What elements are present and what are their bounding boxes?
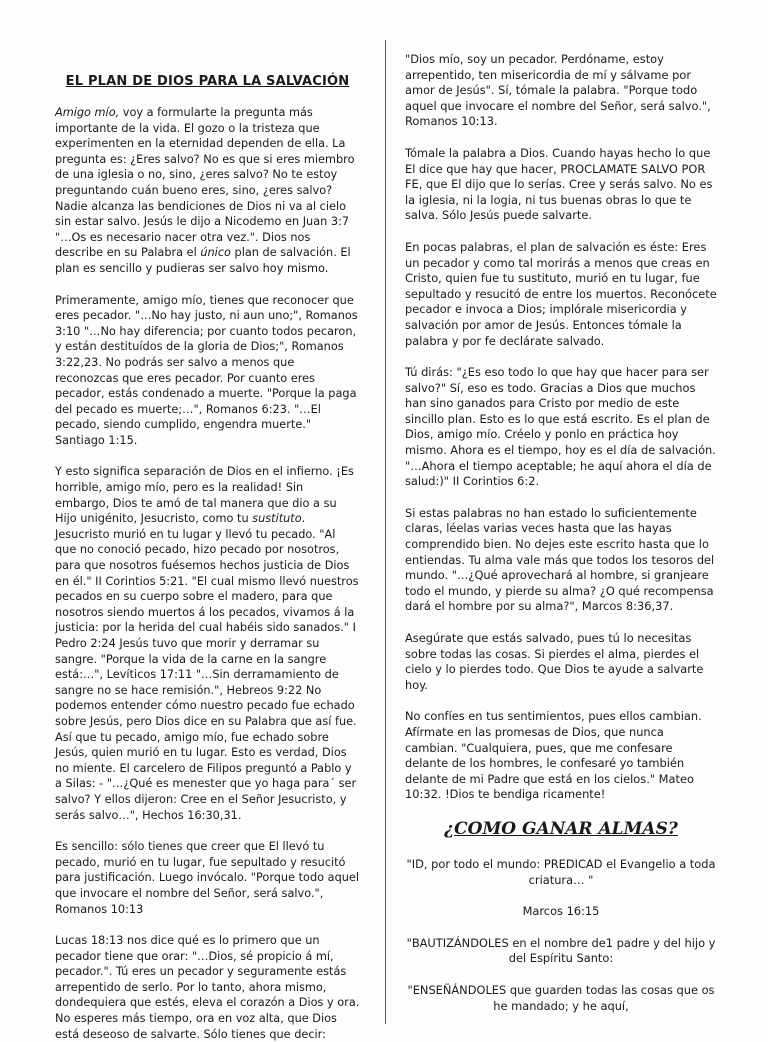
intro-text-a: voy a formularte la pregunta más importante de la vida. El gozo o la tristeza que experimenten en la eternidad dependen de ella. La pregunta es: ¿Eres salvo? No es que si eres miembro de una iglesia o no, sino, ¿eres salvo? No te estoy preguntando cuán bueno eres, sino, ¿eres salvo? Nadie alcanza las bendiciones de Dios ni va al cielo sin estar salvo. Jesús le dijo a Nicodemo en Juan 3:7 "…Os es necesario nacer otra vez.". Dios nos describe en su Palabra el	[55, 106, 355, 260]
quote-reference: Marcos 16:15	[522, 904, 600, 919]
paragraph-no-confies: No confíes en tus sentimientos, pues ellos cambian. Afírmate en las promesas de Dios, que nunca cambian. "Cualquiera, pues, que me confesare delante de los hombres, le confesaré yo también delante de mi Padre que está en los cielos." Mateo 10:32. !Dios te bendiga ricamente!	[405, 709, 702, 802]
right-column	[405, 0, 717, 1024]
paragraph-separacion	[55, 464, 360, 823]
paragraph-sencillo: Es sencillo: sólo tienes que creer que El llevó tu pecado, murió en tu lugar, fue sepultado y resucitó para justificación. Luego invócalo. "Porque todo aquel que invocare el nombre del Señor, será salvo.", Romanos 10:13	[55, 840, 359, 916]
paragraph-lucas: Lucas 18:13 nos dice qué es lo primero que un pecador tiene que orar: "…Dios, sé propicio á mí, pecador.". Tú eres un pecador y seguramente estás arrepentido de serlo. Por lo tanto, ahora mismo, dondequiera que estés, eleva el corazón a Dios y ora. No esperes más tiempo, ora en voz alta, que Dios está deseoso de salvarte. Sólo tienes que decir:	[55, 934, 360, 1041]
quote-id: "ID, por todo el mundo: PREDICAD el Evangelio a toda criatura… "	[406, 856, 716, 887]
intro-emphasis: Amigo mío,	[55, 106, 120, 119]
document-title: EL PLAN DE DIOS PARA LA SALVACIÓN	[65, 74, 350, 89]
separacion-emphasis: sustituto	[252, 512, 302, 526]
separacion-text-a: Y esto significa separación de Dios en el infierno. ¡Es horrible, amigo mío, pero es la realidad! Sin embargo, Dios te amó de tal manera que dio a su Hijo unigénito, Jesucristo, como tu	[55, 465, 354, 526]
paragraph-asegurate: Asegúrate que estás salvado, pues tú lo necesitas sobre todas las cosas. Si pierdes el alma, pierdes el cielo y lo pierdes todo. Que Dios te ayude a salvarte hoy.	[405, 631, 704, 692]
separacion-text-b: . Jesucristo murió en tu lugar y llevó tu pecado. "Al que no conoció pecado, hizo pecado por nosotros, para que nosotros fuésemos hechos justicia de Dios en él." II Corintios 5:21. "El cual mismo llevó nuestros pecados en su cuerpo sobre el madero, para que nosotros siendo muertos á los pecados, vivamos á la justicia: por la herida del cual habéis sido sanados." I Pedro 2:24 Jesús tuvo que morir y derramar su sangre. "Porque la vida de la carne en la sangre está:…", Levíticos 17:11 "…Sin derramamiento de sangre no se hace remisión.", Hebreos 9:22 No podemos entender cómo nuestro pecado fue echado sobre Jesús, pero Dios dice en su Palabra que así fue. Así que tu pecado, amigo mío, fue echado sobre Jesús, quien murió en tu lugar. Esto es verdad, Dios no miente. El carcelero de Filipos preguntó a Pablo y a Silas: - "…¿Qué es menester que yo haga para´ ser salvo? Y ellos dijeron: Cree en el Señor Jesucristo, y serás salvo…", Hechos 16:30,31.	[55, 512, 359, 822]
paragraph-tomale: Tómale la palabra a Dios. Cuando hayas hecho lo que El dice que hay que hacer, PROCLAMATE SALVO POR FE, que El dijo que lo serías. Cree y serás salvo. No es la iglesia, ni la logia, ni tus buenas obras lo que te salva. Sólo Jesús puede salvarte.	[405, 145, 713, 223]
paragraph-oracion: "Dios mío, soy un pecador. Perdóname, estoy arrepentido, ten misericordia de mí y sálvame por amor de Jesús". Sí, tómale la palabra. "Porque todo aquel que invocare el nombre del Señor, será salvo.", Romanos 10:13.	[405, 52, 711, 129]
quote-ensenandoles: "ENSEÑÁNDOLES que guarden todas las cosas que os he mandado; y he aquí,	[407, 982, 715, 1013]
paragraph-tu-diras: Tú dirás: "¿Es eso todo lo que hay que hacer para ser salvo?" Sí, eso es todo. Gracias a Dios que muchos han sino ganados para Cristo por medio de este sincillo plan. Esto es lo que está escrito. Es el plan de Dios, amigo mío. Créelo y ponlo en práctica hoy mismo. Ahora es el tiempo, hoy es el día de salvación. "…Ahora el tiempo aceptable; he aquí ahora el día de salud:)" II Corintios 6:2.	[405, 365, 716, 489]
paragraph-intro	[55, 105, 360, 277]
paragraph-resumen: En pocas palabras, el plan de salvación es éste: Eres un pecador y como tal morirás a menos que creas en Cristo, quien fue tu sustituto, murió en tu lugar, fue sepultado y resucitó de entre los muertos. Reconócete pecador e invoca a Dios; implórale misericordia y salvación por amor de Jesús. Entonces tómale la palabra y por fe declárate salvado.	[405, 239, 717, 348]
paragraph-si-estas: Si estas palabras no han estado lo suficientemente claras, léelas varias veces hasta que las hayas comprendido bien. No dejes este escrito hasta que lo entiendas. Tu alma vale más que todos los tesoros del mundo. "…¿Qué aprovechará al hombre, si granjeare todo el mundo, y pierde su alma? ¿O qué recompensa dará el hombre por su alma?", Marcos 8:36,37.	[405, 505, 715, 614]
paragraph-pecador: Primeramente, amigo mío, tienes que reconocer que eres pecador. "…No hay justo, ni aun uno;", Romanos 3:10 "…No hay diferencia; por cuanto todos pecaron, y están destituídos de la gloria de Dios;", Romanos 3:22,23. No podrás ser salvo a menos que reconozcas que eres pecador. Por cuanto eres pecador, estás condenado a muerte. "Porque la paga del pecado es muerte;…", Romanos 6:23. "…El pecado, siendo cumplido, engendra muerte." Santiago 1:15.	[55, 293, 358, 447]
column-divider	[385, 40, 386, 1024]
quote-bautizandoles: "BAUTIZÁNDOLES en el nombre de1 padre y del hijo y del Espíritu Santo:	[406, 935, 716, 966]
intro-emphasis-unico: único	[200, 246, 231, 260]
intro-text-b: plan de salvación. El plan es sencillo y pudieras ser salvo hoy mismo.	[55, 246, 351, 275]
left-column	[55, 0, 360, 1041]
section-heading: ¿COMO GANAR ALMAS?	[444, 818, 678, 839]
